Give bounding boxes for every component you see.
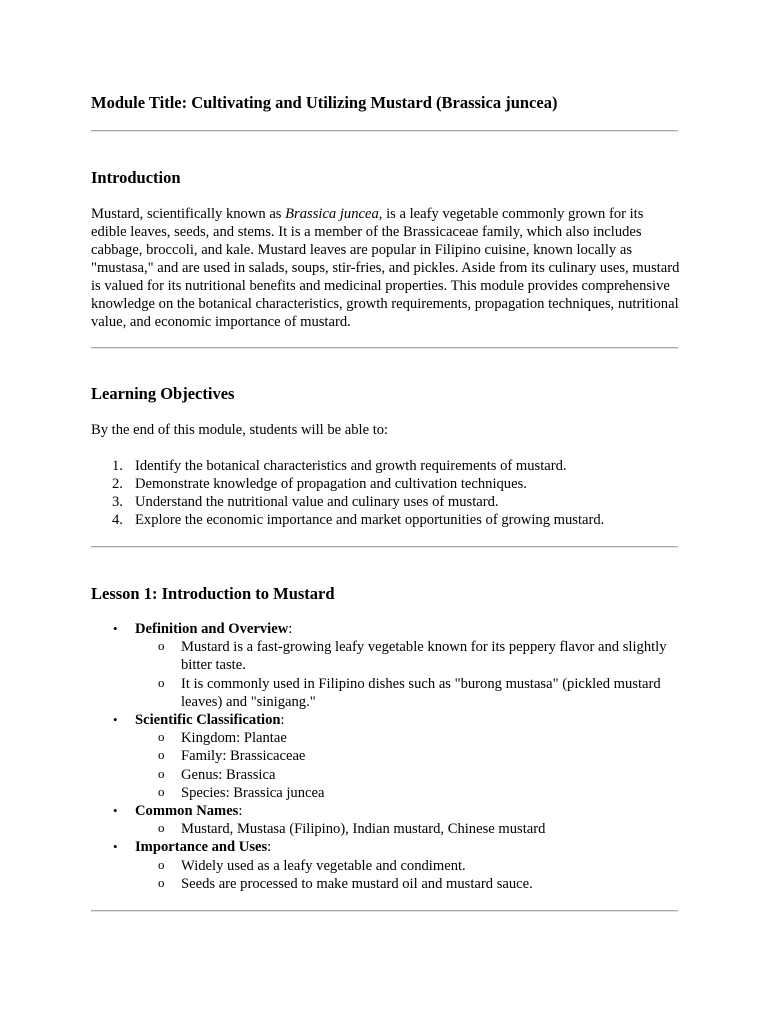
sub-item-text: Species: Brassica juncea: [181, 784, 325, 801]
objective-text: Understand the nutritional value and culinary uses of mustard.: [135, 494, 499, 510]
divider: [91, 546, 678, 548]
sub-list: [135, 729, 691, 802]
circle-bullet-icon: o: [158, 820, 165, 836]
list-item: [91, 620, 691, 711]
circle-bullet-icon: o: [158, 729, 165, 745]
section-label: Scientific Classification: [135, 712, 281, 729]
objective-number: 1.: [112, 458, 123, 474]
sub-list-item: [91, 675, 691, 711]
objective-item: [91, 493, 604, 511]
introduction-paragraph: [91, 205, 681, 331]
sub-item-text: Genus: Brassica: [181, 766, 276, 783]
bullet-icon: •: [113, 839, 118, 855]
sub-list-item: [91, 857, 691, 875]
label-colon: :: [288, 621, 293, 637]
circle-bullet-icon: o: [158, 874, 165, 890]
sub-item-text: Seeds are processed to make mustard oil and mustard sauce.: [181, 875, 533, 892]
sub-item-text: Widely used as a leafy vegetable and condiment.: [181, 857, 466, 874]
objective-text: Demonstrate knowledge of propagation and cultivation techniques.: [135, 476, 527, 492]
objective-number: 2.: [112, 476, 123, 492]
sub-list-item: [91, 875, 691, 893]
sub-list-item: [91, 766, 691, 784]
list-item: [91, 802, 691, 838]
introduction-heading: Introduction: [91, 168, 181, 187]
objectives-list: [91, 457, 604, 529]
objective-item: [91, 475, 604, 493]
divider: [91, 130, 678, 132]
circle-bullet-icon: o: [158, 783, 165, 799]
list-item: [91, 711, 691, 802]
bullet-icon: •: [113, 621, 118, 636]
intro-text-rest: , is a leafy vegetable commonly grown for its edible leaves, seeds, and stems. It is a member of the Brassicaceae family, which also includes cabbage, broccoli, and kale. Mustard leaves are popular in Filipino cuisine, known locally as "mustasa," and are used in salads, soups, stir-fries, and pickles. Aside from its culinary uses, mustard is valued for its nutritional benefits and medicinal properties. This module provides comprehensive knowledge on the botanical characteristics, growth requirements, propagation techniques, nutritional value, and economic importance of mustard.: [91, 206, 680, 330]
sub-list-item: [91, 747, 691, 765]
sub-list-item: [91, 729, 691, 747]
objective-item: [91, 457, 604, 475]
sub-list-item: [91, 784, 691, 802]
module-title: Module Title: Cultivating and Utilizing Mustard (Brassica juncea): [91, 93, 558, 112]
sub-item-text: Family: Brassicaceae: [181, 748, 306, 765]
sub-item-text: Mustard is a fast-growing leafy vegetable known for its peppery flavor and slightly bitter taste.: [181, 639, 667, 674]
label-colon: :: [280, 712, 285, 729]
objective-number: 3.: [112, 494, 123, 510]
objectives-intro: By the end of this module, students will be able to:: [91, 422, 389, 438]
circle-bullet-icon: o: [158, 674, 165, 690]
list-item: [91, 838, 691, 893]
divider: [91, 910, 678, 912]
section-label: Common Names: [135, 803, 239, 820]
objective-text: Identify the botanical characteristics and growth requirements of mustard.: [135, 458, 567, 474]
sub-list-item: [91, 638, 691, 674]
intro-text-start: Mustard, scientifically known as: [91, 206, 286, 222]
objectives-heading: Learning Objectives: [91, 384, 235, 403]
objective-number: 4.: [112, 512, 123, 528]
objective-item: [91, 511, 604, 529]
section-label: Definition and Overview: [135, 621, 289, 637]
sub-list: [135, 857, 691, 893]
label-colon: :: [267, 839, 272, 856]
circle-bullet-icon: o: [158, 856, 165, 872]
divider: [91, 347, 678, 349]
sub-item-text: Mustard, Mustasa (Filipino), Indian mustard, Chinese mustard: [181, 821, 546, 838]
circle-bullet-icon: o: [158, 747, 165, 763]
sub-list: [135, 820, 691, 838]
sub-item-text: Kingdom: Plantae: [181, 730, 287, 747]
bullet-icon: •: [113, 803, 118, 819]
sub-list: [135, 638, 691, 711]
label-colon: :: [238, 803, 243, 820]
circle-bullet-icon: o: [158, 638, 165, 654]
objective-text: Explore the economic importance and market opportunities of growing mustard.: [135, 512, 605, 528]
bullet-icon: •: [113, 712, 118, 728]
lesson1-list: [91, 620, 691, 893]
circle-bullet-icon: o: [158, 765, 165, 781]
section-label: Importance and Uses: [135, 839, 268, 856]
sub-item-text: It is commonly used in Filipino dishes such as "burong mustasa" (pickled mustard leaves) and "sinigang.": [181, 675, 661, 710]
intro-italic-term: Brassica juncea: [285, 206, 379, 222]
sub-list-item: [91, 820, 691, 838]
lesson1-heading: Lesson 1: Introduction to Mustard: [91, 584, 335, 603]
